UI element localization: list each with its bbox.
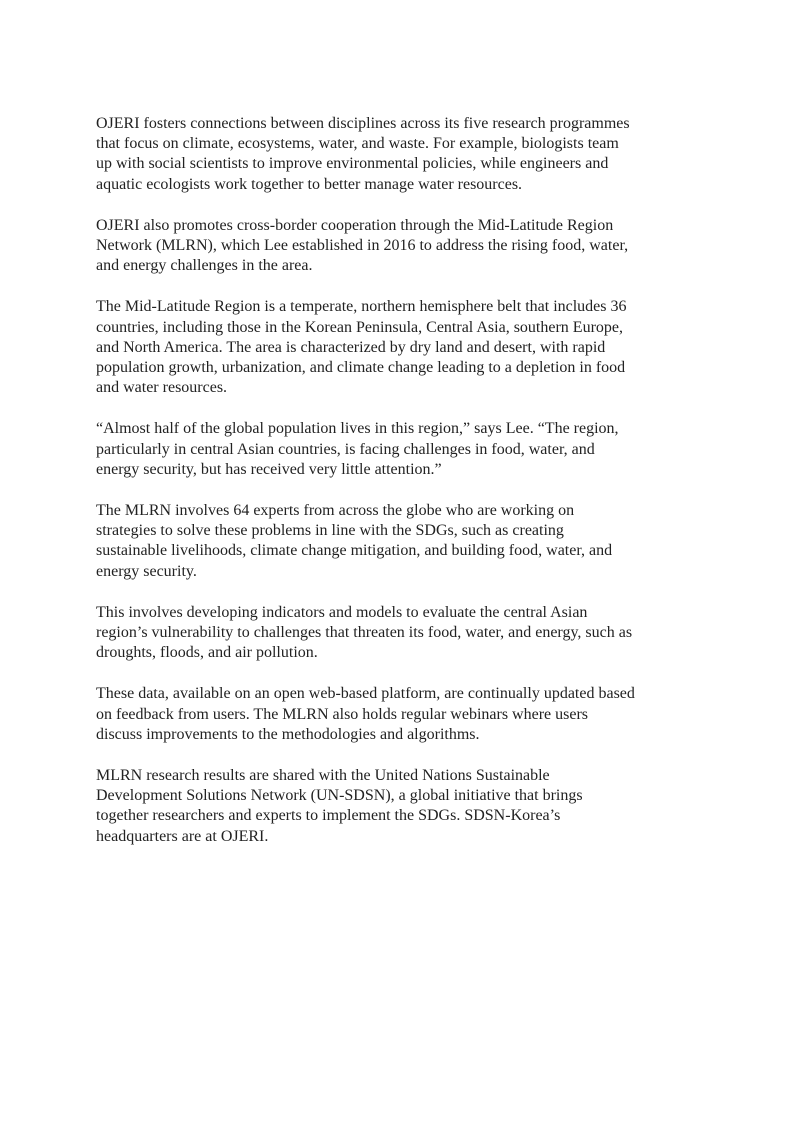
paragraph-quote-lee bbox=[96, 419, 716, 480]
paragraph-mid-latitude-region bbox=[96, 297, 716, 398]
text-line: Network (MLRN), which Lee established in 2016 to address the rising food, water, bbox=[96, 237, 629, 255]
text-line: and North America. The area is characterized by dry land and desert, with rapid bbox=[96, 338, 606, 356]
paragraph-open-platform bbox=[96, 684, 716, 745]
text-line: This involves developing indicators and models to evaluate the central Asian bbox=[96, 603, 588, 621]
text-line: and water resources. bbox=[96, 379, 228, 397]
text-line: discuss improvements to the methodologies and algorithms. bbox=[96, 725, 480, 743]
text-line: countries, including those in the Korean Peninsula, Central Asia, southern Europe, bbox=[96, 318, 623, 336]
text-line: These data, available on an open web-based platform, are continually updated based bbox=[96, 685, 635, 703]
text-line: that focus on climate, ecosystems, water, and waste. For example, biologists team bbox=[96, 135, 619, 153]
text-line: The MLRN involves 64 experts from across the globe who are working on bbox=[96, 502, 575, 520]
text-line: population growth, urbanization, and climate change leading to a depletion in food bbox=[96, 359, 626, 377]
text-line: The Mid-Latitude Region is a temperate, northern hemisphere belt that includes 36 bbox=[96, 298, 627, 316]
paragraph-mlrn-experts bbox=[96, 501, 716, 582]
text-line: “Almost half of the global population lives in this region,” says Lee. “The region, bbox=[96, 420, 619, 438]
text-line: up with social scientists to improve environmental policies, while engineers and bbox=[96, 155, 609, 173]
text-line: on feedback from users. The MLRN also holds regular webinars where users bbox=[96, 705, 589, 723]
document-page bbox=[96, 114, 716, 868]
text-line: headquarters are at OJERI. bbox=[96, 827, 269, 845]
text-line: MLRN research results are shared with the United Nations Sustainable bbox=[96, 767, 550, 785]
text-line: region’s vulnerability to challenges that threaten its food, water, and energy, such as bbox=[96, 624, 633, 642]
text-line: Development Solutions Network (UN-SDSN), a global initiative that brings bbox=[96, 787, 583, 805]
paragraph-mlrn-network bbox=[96, 216, 716, 277]
text-line: strategies to solve these problems in line with the SDGs, such as creating bbox=[96, 522, 564, 540]
paragraph-indicators-models bbox=[96, 603, 716, 664]
text-line: energy security, but has received very little attention.” bbox=[96, 460, 442, 478]
text-line: particularly in central Asian countries, is facing challenges in food, water, and bbox=[96, 440, 595, 458]
text-line: and energy challenges in the area. bbox=[96, 257, 313, 275]
text-line: OJERI fosters connections between disciplines across its five research programmes bbox=[96, 115, 630, 132]
text-line: energy security. bbox=[96, 562, 197, 580]
text-line: OJERI also promotes cross-border cooperation through the Mid-Latitude Region bbox=[96, 216, 614, 234]
paragraph-un-sdsn bbox=[96, 766, 716, 847]
paragraph-disciplines bbox=[96, 114, 716, 195]
text-line: sustainable livelihoods, climate change mitigation, and building food, water, and bbox=[96, 542, 613, 560]
text-line: together researchers and experts to implement the SDGs. SDSN-Korea’s bbox=[96, 807, 561, 825]
text-line: aquatic ecologists work together to better manage water resources. bbox=[96, 175, 523, 193]
text-line: droughts, floods, and air pollution. bbox=[96, 644, 318, 662]
